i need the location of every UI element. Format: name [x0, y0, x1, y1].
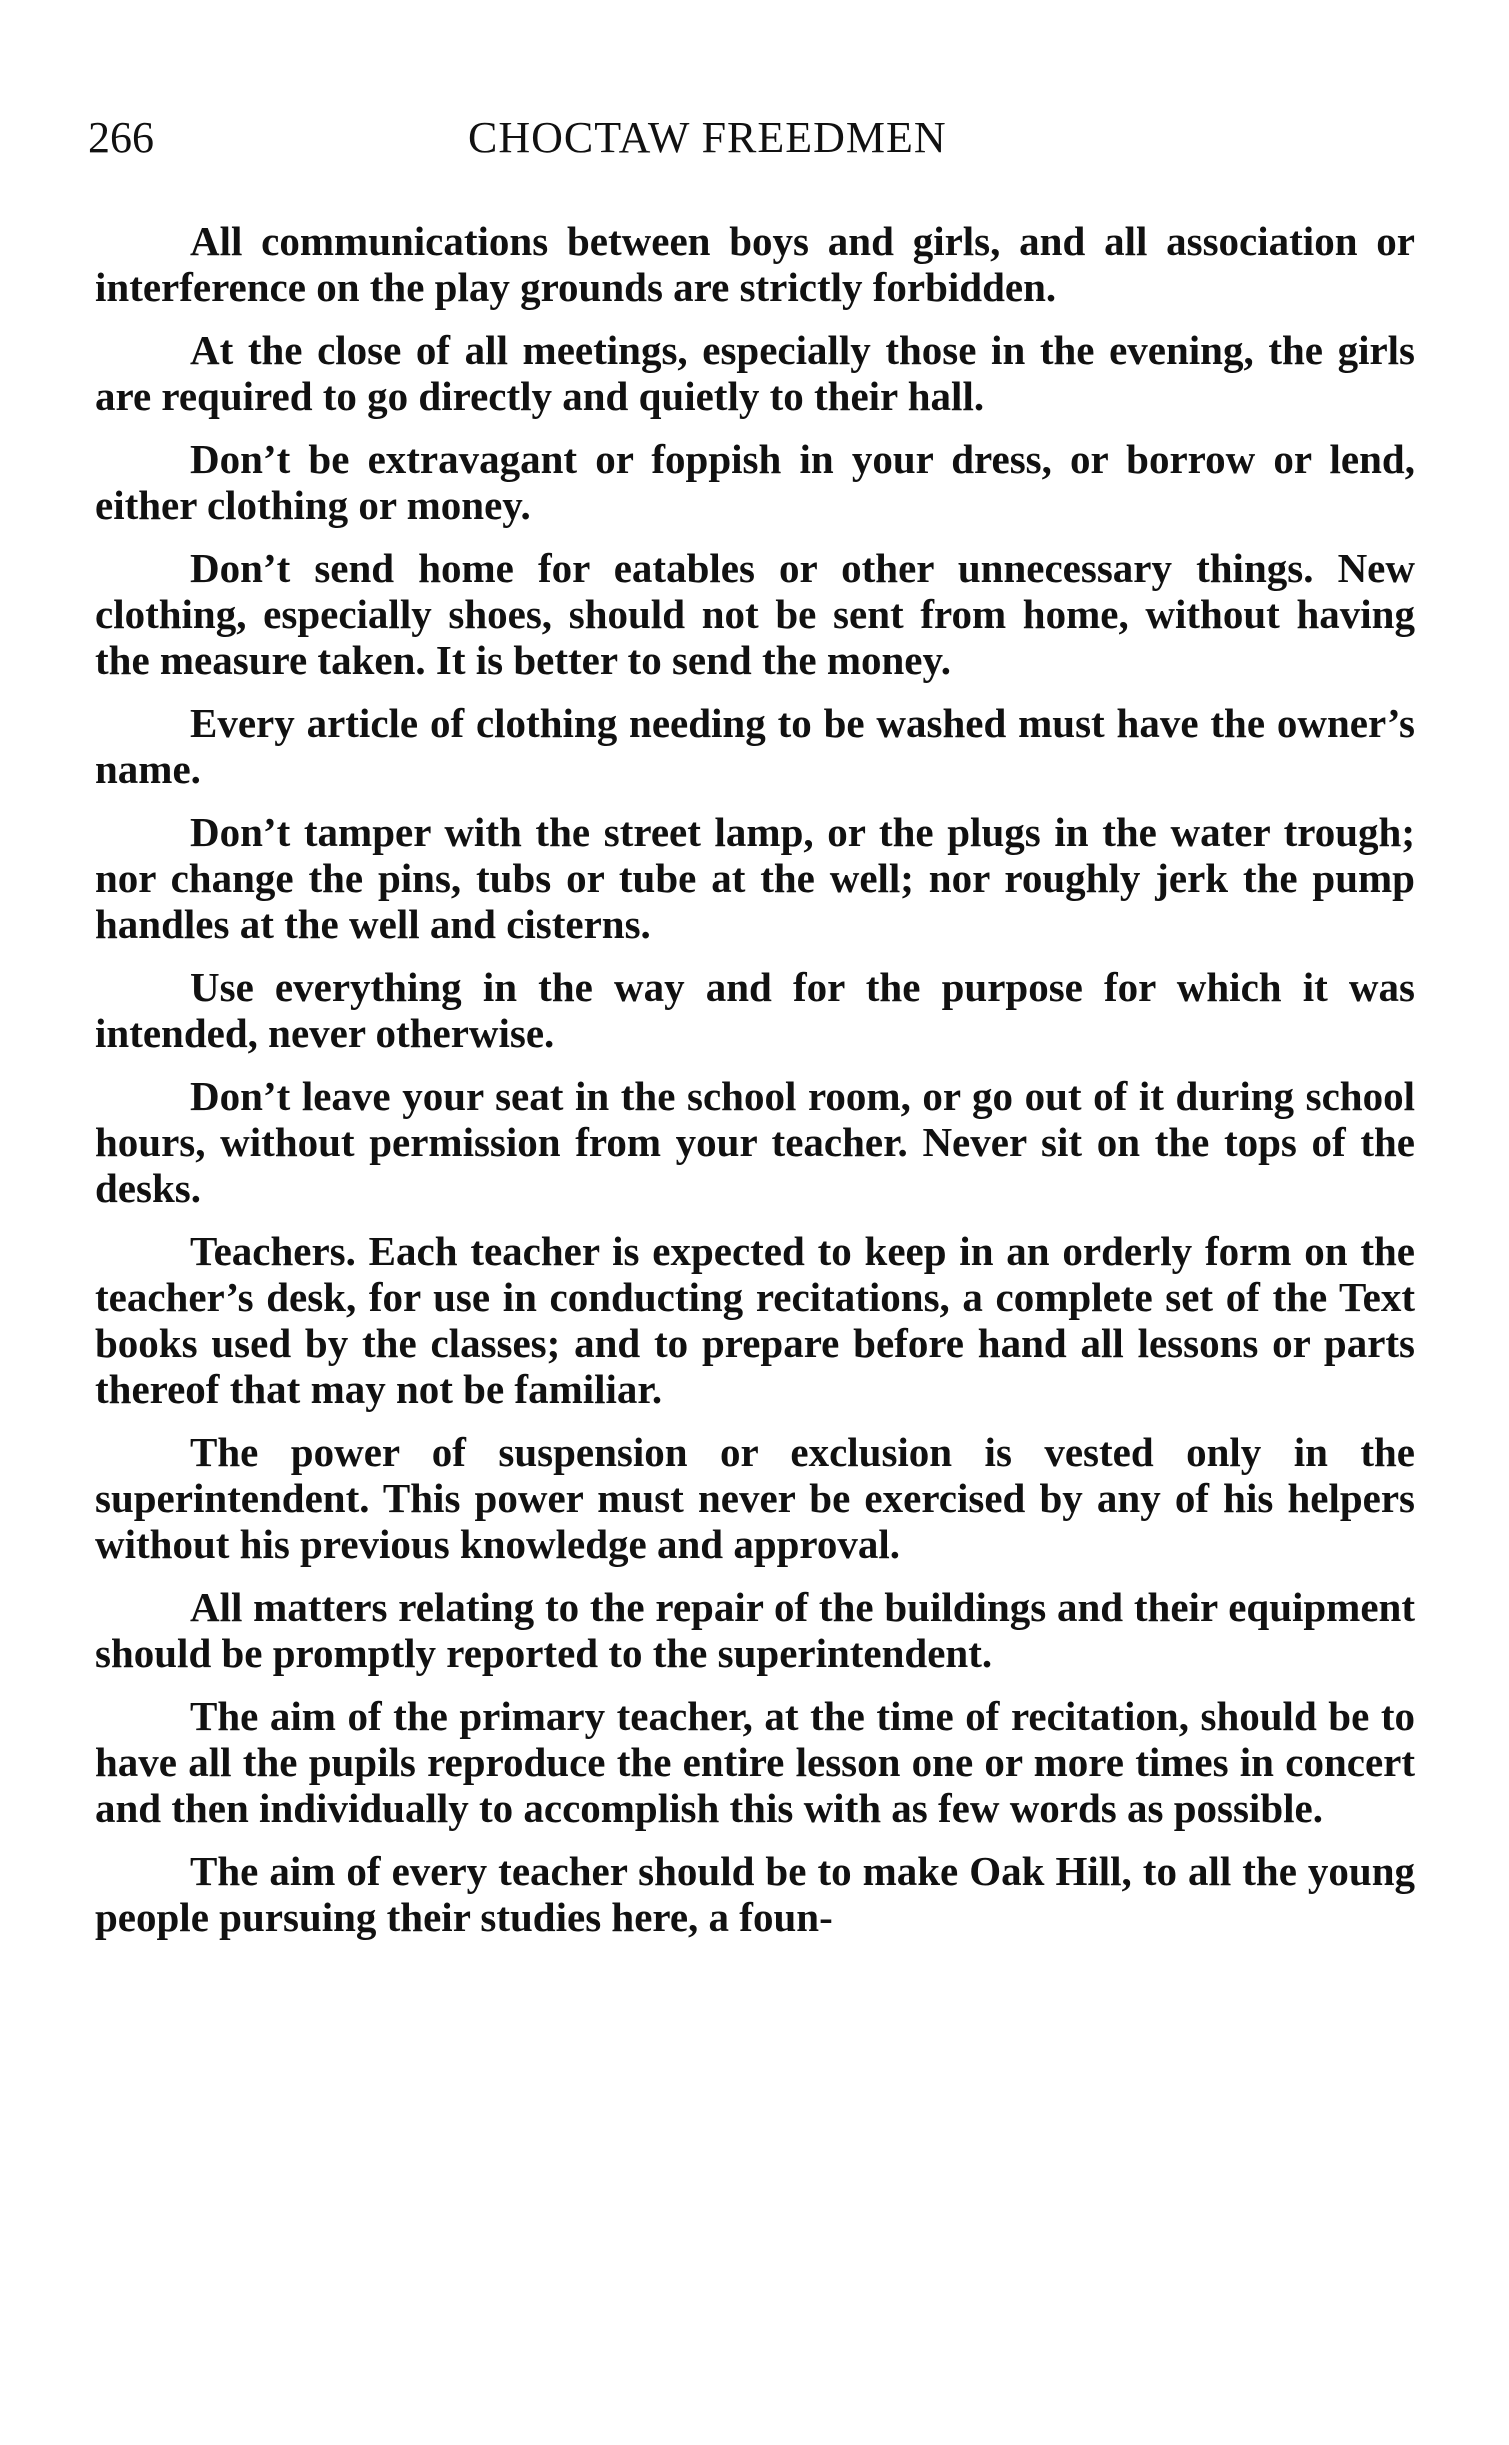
paragraph-repairs: All matters relating to the repair of the buildings and their equipment should be promptly reported to the superintendent.	[95, 1584, 1415, 1676]
paragraph-primary-teacher: The aim of the primary teacher, at the time of recitation, should be to have all the pupils reproduce the entire lesson one or more times in concert and then individually to accomplish this with as few words as possible.	[95, 1693, 1415, 1831]
paragraph-use-everything: Use everything in the way and for the purpose for which it was intended, never otherwise.	[95, 964, 1415, 1056]
running-head-title: CHOCTAW FREEDMEN	[468, 113, 947, 162]
page-number: 266	[88, 113, 154, 162]
paragraph-oak-hill: The aim of every teacher should be to make Oak Hill, to all the young people pursuing their studies here, a foun-	[95, 1848, 1415, 1940]
paragraph-teachers	[95, 1228, 1415, 1412]
paragraph-clothing-names: Every article of clothing needing to be washed must have the owner’s name.	[95, 700, 1415, 792]
paragraph-meetings: At the close of all meetings, especially those in the evening, the girls are required to go directly and quietly to their hall.	[95, 327, 1415, 419]
body-text	[95, 218, 1415, 1957]
paragraph-suspension: The power of suspension or exclusion is vested only in the superintendent. This power must never be exercised by any of his helpers without his previous knowledge and approval.	[95, 1429, 1415, 1567]
paragraph-street-lamp: Don’t tamper with the street lamp, or the plugs in the water trough; nor change the pins, tubs or tube at the well; nor roughly jerk the pump handles at the well and cisterns.	[95, 809, 1415, 947]
teachers-text: Each teacher is expected to keep in an orderly form on the teacher’s desk, for use in conducting recitations, a complete set of the Text books used by the classes; and to prepare before hand all lessons or parts thereof that may not be familiar.	[95, 1228, 1415, 1412]
paragraph-communications: All communications between boys and girls, and all association or interference on the play grounds are strictly forbidden.	[95, 218, 1415, 310]
paragraph-dress: Don’t be extravagant or foppish in your dress, or borrow or lend, either clothing or money.	[95, 436, 1415, 528]
paragraph-eatables: Don’t send home for eatables or other unnecessary things. New clothing, especially shoes, should not be sent from home, without having the measure taken. It is better to send the money.	[95, 545, 1415, 683]
teachers-heading: Teachers.	[190, 1228, 356, 1274]
paragraph-school-room: Don’t leave your seat in the school room, or go out of it during school hours, without permission from your teacher. Never sit on the tops of the desks.	[95, 1073, 1415, 1211]
page-header	[88, 108, 1408, 168]
